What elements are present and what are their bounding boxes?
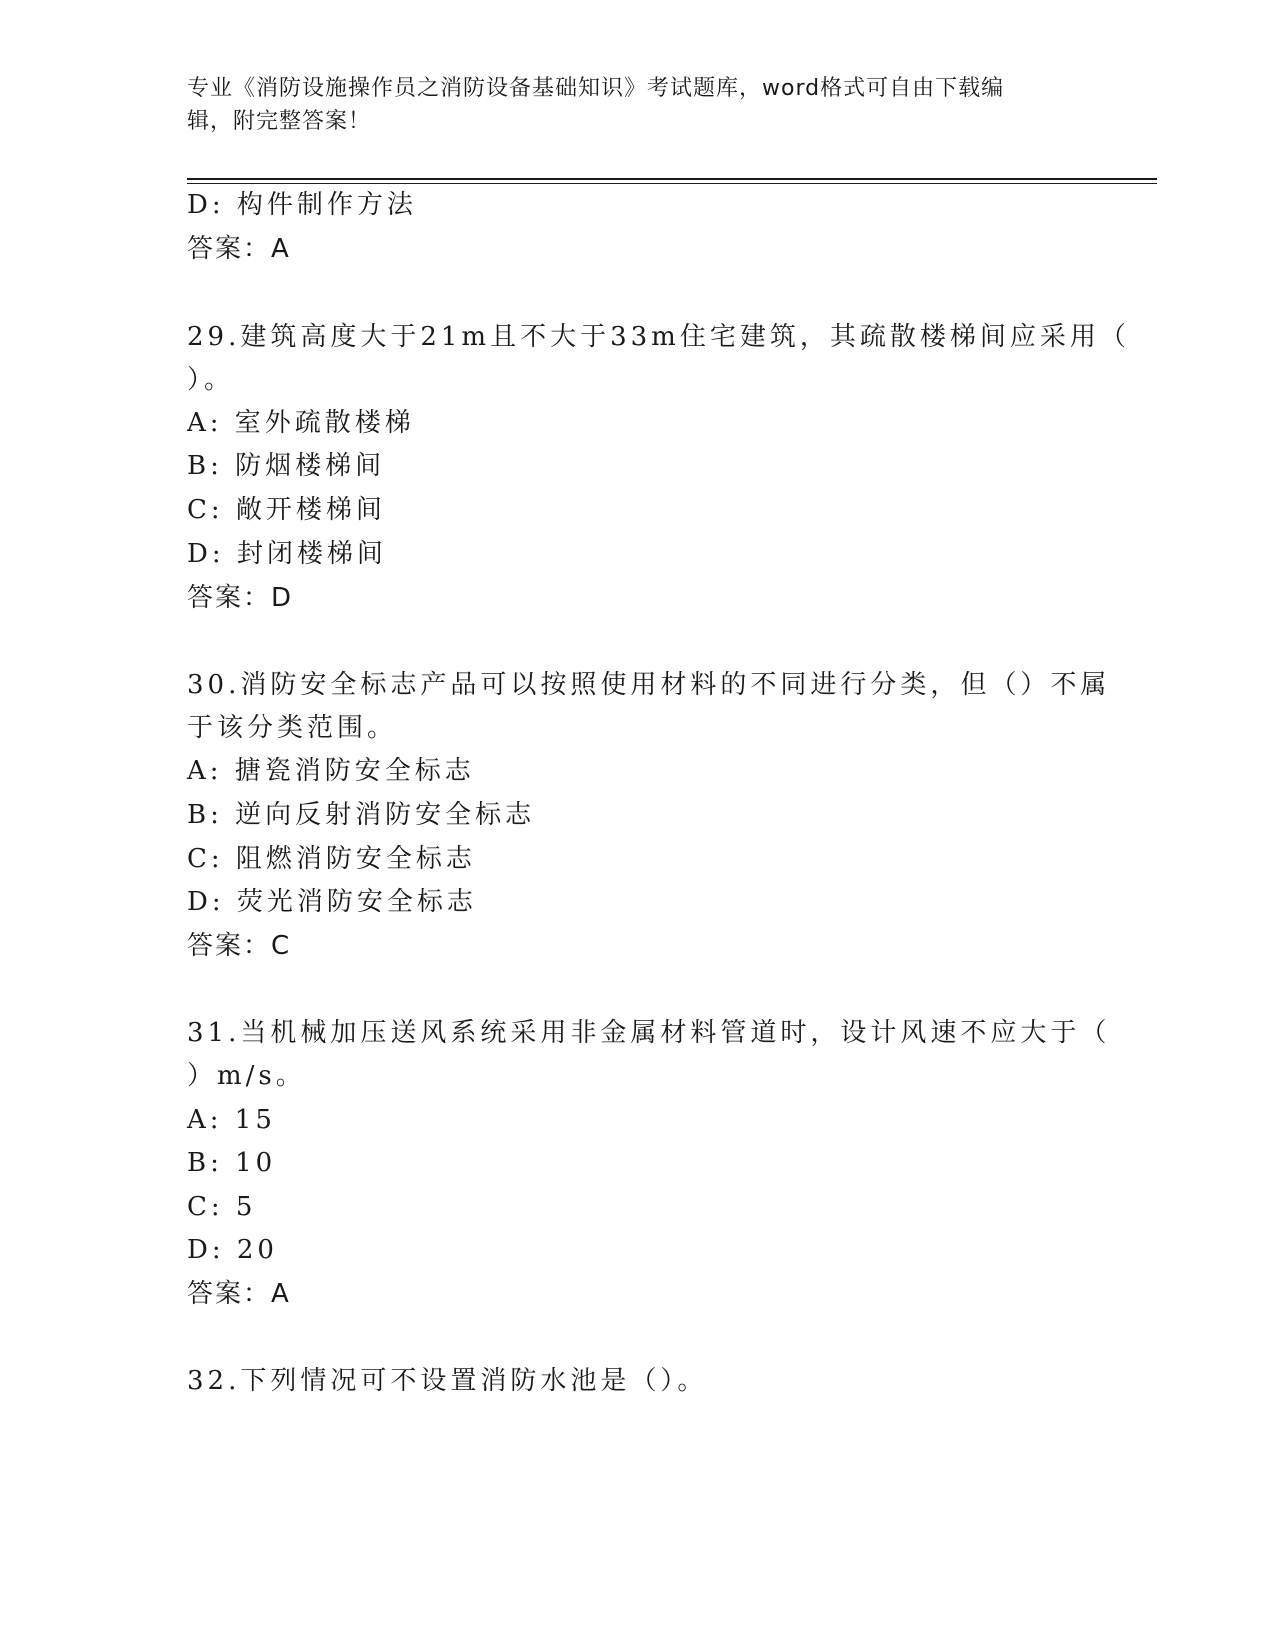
q32-stem-line-1: 32.下列情况可不设置消防水池是（）。 <box>187 1366 708 1396</box>
q29-stem-line-2: ）。 <box>187 365 235 395</box>
q29-option-c: C: 敞开楼梯间 <box>187 495 386 525</box>
q31-option-b: B: 10 <box>187 1148 277 1178</box>
q31-answer: 答案：A <box>187 1279 291 1309</box>
q29-answer: 答案：D <box>187 583 294 613</box>
q30-answer: 答案：C <box>187 931 292 961</box>
q30-stem-line-1: 30.消防安全标志产品可以按照使用材料的不同进行分类，但（）不属 <box>187 670 1111 700</box>
q30-option-c: C: 阻燃消防安全标志 <box>187 844 476 874</box>
q31-option-d: D: 20 <box>187 1235 278 1265</box>
q31-option-c: C: 5 <box>187 1192 257 1222</box>
q29-option-b: B: 防烟楼梯间 <box>187 451 386 481</box>
q30-option-d: D: 荧光消防安全标志 <box>187 887 477 917</box>
q30-stem-line-2: 于该分类范围。 <box>187 713 398 743</box>
q28-answer: 答案：A <box>187 234 291 264</box>
header-line-1: 专业《消防设施操作员之消防设备基础知识》考试题库，word格式可自由下载编 <box>187 76 1005 101</box>
header-divider-thin <box>187 183 1157 184</box>
q31-stem-line-1: 31.当机械加压送风系统采用非金属材料管道时，设计风速不应大于（ <box>187 1018 1111 1048</box>
document-header <box>187 72 1067 138</box>
q28-option-d: D: 构件制作方法 <box>187 190 417 220</box>
q30-option-b: B: 逆向反射消防安全标志 <box>187 800 536 830</box>
q29-option-a: A: 室外疏散楼梯 <box>187 408 415 438</box>
header-line-2: 辑，附完整答案！ <box>187 109 372 134</box>
q31-stem-line-2: ）m/s。 <box>187 1061 306 1091</box>
header-divider-thick <box>187 178 1157 180</box>
q30-option-a: A: 搪瓷消防安全标志 <box>187 756 475 786</box>
q29-option-d: D: 封闭楼梯间 <box>187 539 387 569</box>
q31-option-a: A: 15 <box>187 1105 276 1135</box>
q29-stem-line-1: 29.建筑高度大于21m且不大于33m住宅建筑，其疏散楼梯间应采用（ <box>187 322 1130 352</box>
